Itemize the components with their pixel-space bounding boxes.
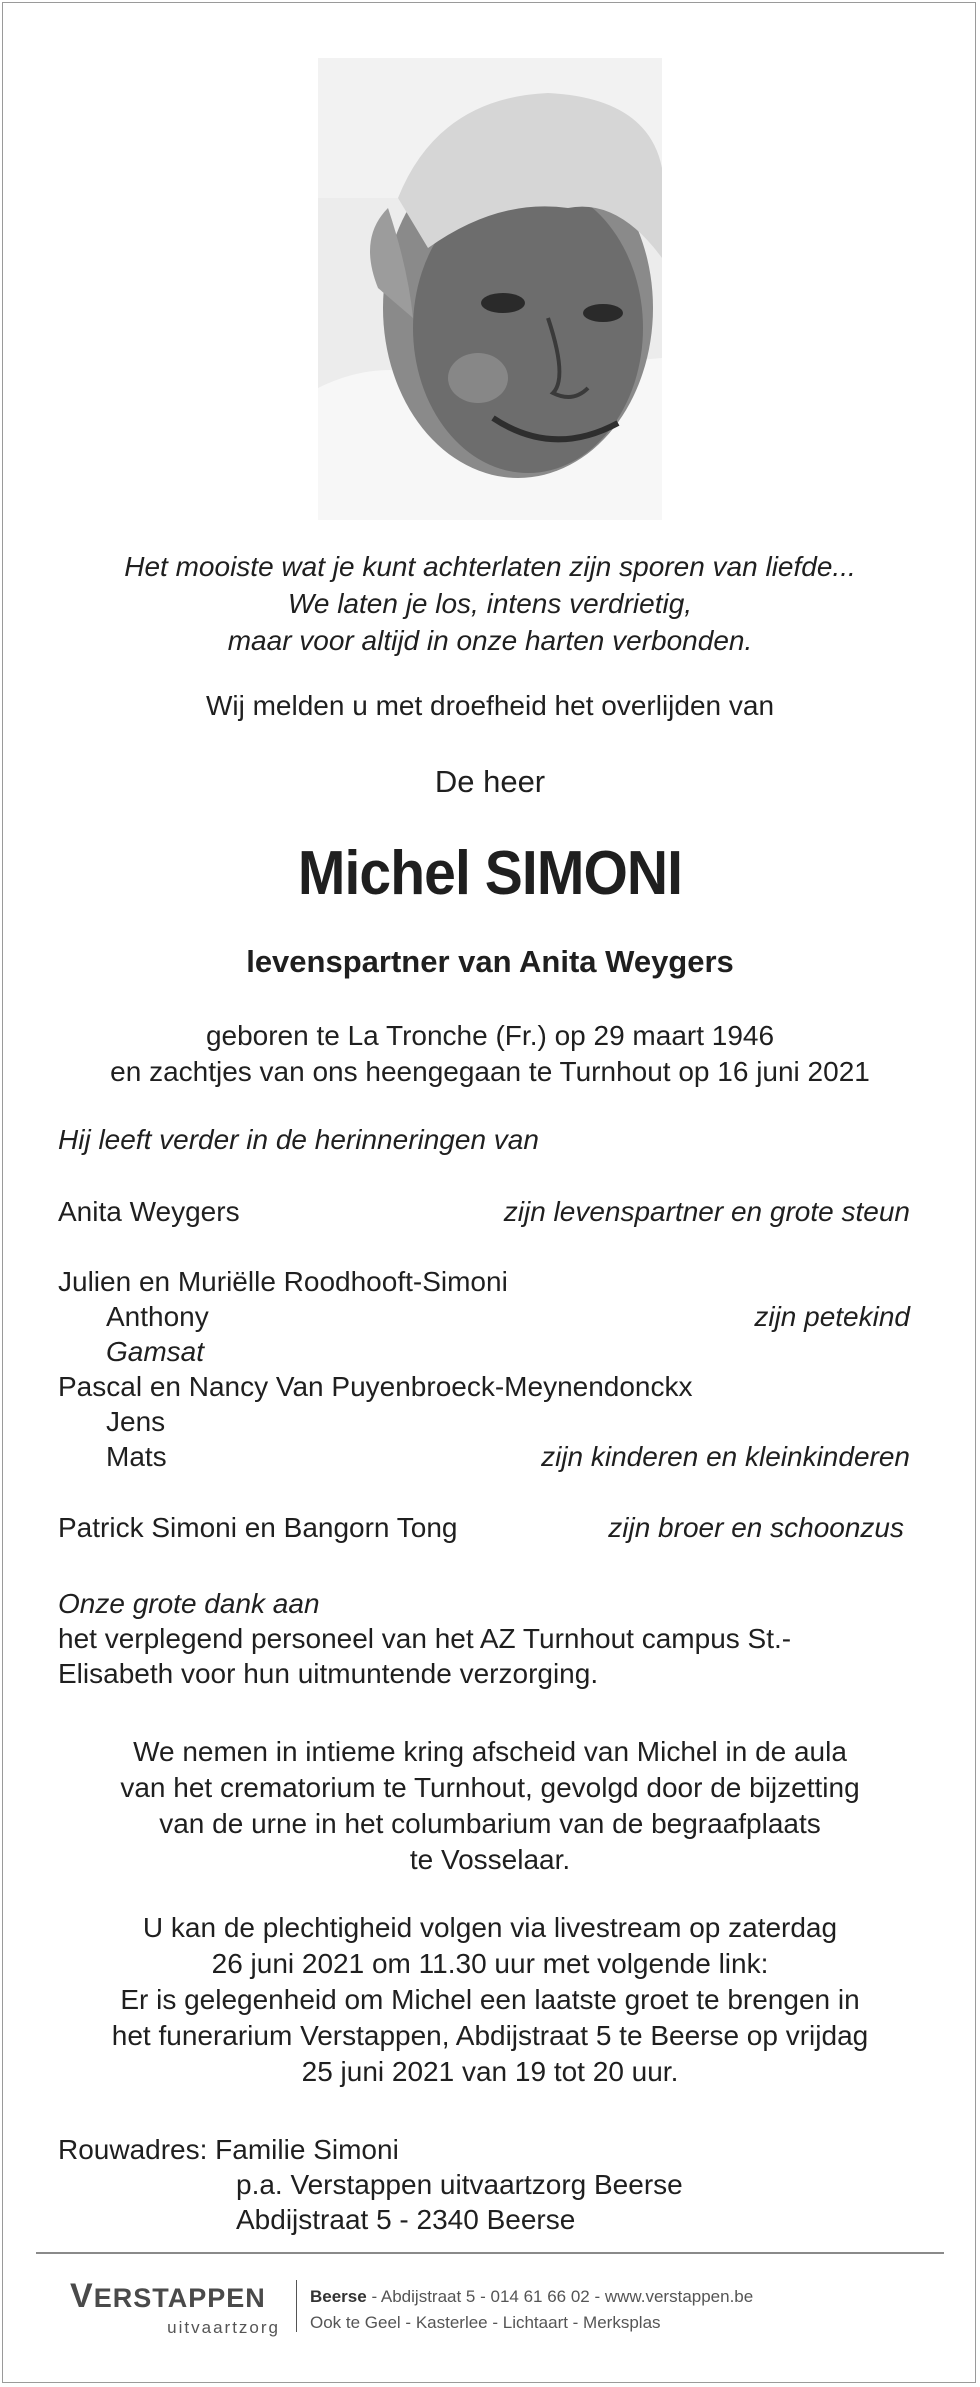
- footer-divider: [36, 2252, 944, 2254]
- logo-subtitle: uitvaartzorg: [167, 2318, 280, 2337]
- thanks-line-1: het verplegend personeel van het AZ Turnhout campus St.-: [58, 1623, 792, 1654]
- death-line: en zachtjes van ons heengegaan te Turnhout op 16 juni 2021: [110, 1056, 870, 1087]
- livestream-line-4: het funerarium Verstappen, Abdijstraat 5 te Beerse op vrijdag: [111, 2020, 869, 2051]
- honorific: De heer: [434, 764, 546, 799]
- birth-line: geboren te La Tronche (Fr.) op 29 maart 1946: [205, 1020, 775, 1051]
- ceremony-line-2: van het crematorium te Turnhout, gevolgd door de bijzetting: [120, 1772, 860, 1803]
- family-member-pascal: Pascal en Nancy Van Puyenbroeck-Meynendonckx: [58, 1371, 693, 1402]
- family-role-anita: zijn levenspartner en grote steun: [503, 1196, 910, 1227]
- memorial-quote: [0, 548, 980, 659]
- livestream-line-5: 25 juni 2021 van 19 tot 20 uur.: [301, 2056, 679, 2087]
- portrait-photo: [318, 58, 662, 520]
- family-member-mats: Mats: [106, 1441, 167, 1472]
- family-role-anthony: zijn petekind: [754, 1301, 910, 1332]
- livestream-line-1: U kan de plechtigheid volgen via livestream op zaterdag: [142, 1912, 838, 1943]
- footer-contact: [310, 2284, 753, 2336]
- footer-separator: [296, 2280, 297, 2332]
- livestream-section: [0, 1910, 980, 2090]
- quote-line-3: maar voor altijd in onze harten verbonden.: [227, 625, 753, 656]
- footer-details: - Abdijstraat 5 - 014 61 66 02 - www.verstappen.be: [366, 2287, 754, 2306]
- verstappen-logo: [70, 2278, 280, 2338]
- ceremony-line-3: van de urne in het columbarium van de begraafplaats: [159, 1808, 821, 1839]
- announcement: Wij melden u met droefheid het overlijden van: [205, 690, 775, 721]
- thanks-section: [58, 1586, 928, 1691]
- thanks-line-2: Elisabeth voor hun uitmuntende verzorging.: [58, 1658, 599, 1689]
- address-line-3: Abdijstraat 5 - 2340 Beerse: [236, 2204, 576, 2235]
- life-dates: [0, 1018, 980, 1090]
- deceased-name: Michel SIMONI: [297, 839, 683, 908]
- family-member-jens: Jens: [106, 1406, 166, 1437]
- address-line-2: p.a. Verstappen uitvaartzorg Beerse: [236, 2169, 683, 2200]
- livestream-line-3: Er is gelegenheid om Michel een laatste groet te brengen in: [120, 1984, 860, 2015]
- quote-line-1: Het mooiste wat je kunt achterlaten zijn sporen van liefde...: [124, 551, 856, 582]
- mourning-address: [58, 2132, 683, 2237]
- partner-line: levenspartner van Anita Weygers: [246, 944, 734, 979]
- thanks-heading: Onze grote dank aan: [58, 1588, 320, 1619]
- family-member-patrick: Patrick Simoni en Bangorn Tong: [58, 1512, 458, 1543]
- family-role-children: zijn kinderen en kleinkinderen: [541, 1441, 910, 1472]
- family-member-gamsat: Gamsat: [106, 1336, 205, 1367]
- logo-rest: ERSTAPPEN: [93, 2283, 266, 2313]
- family-member-anthony: Anthony: [106, 1301, 209, 1332]
- logo-initial: V: [70, 2277, 94, 2315]
- ceremony-section: [0, 1734, 980, 1878]
- family-member-anita: Anita Weygers: [58, 1196, 240, 1227]
- family-role-patrick: zijn broer en schoonzus: [608, 1512, 904, 1543]
- footer-branches: Ook te Geel - Kasterlee - Lichtaart - Merksplas: [310, 2313, 661, 2332]
- livestream-line-2: 26 juni 2021 om 11.30 uur met volgende link:: [211, 1948, 769, 1979]
- footer-location: Beerse: [310, 2287, 367, 2306]
- ceremony-line-1: We nemen in intieme kring afscheid van Michel in de aula: [133, 1736, 847, 1767]
- family-member-julien: Julien en Muriëlle Roodhooft-Simoni: [58, 1266, 508, 1297]
- ceremony-line-4: te Vosselaar.: [409, 1844, 571, 1875]
- memories-heading: Hij leeft verder in de herinneringen van: [58, 1124, 539, 1155]
- quote-line-2: We laten je los, intens verdrietig,: [287, 588, 693, 619]
- address-line-1: Rouwadres: Familie Simoni: [58, 2134, 399, 2165]
